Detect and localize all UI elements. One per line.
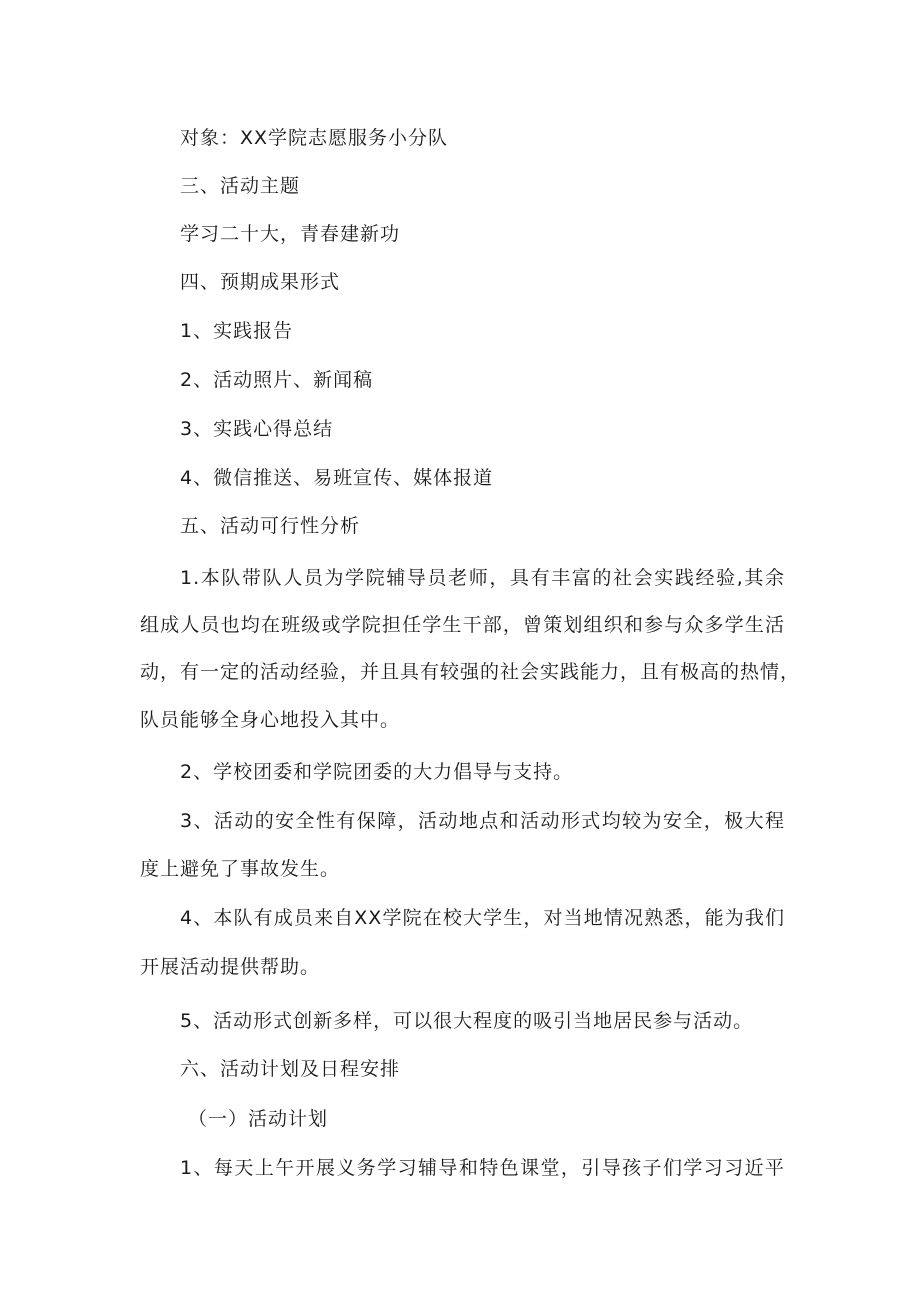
subsection-heading-plan: （一）活动计划 [188, 1108, 329, 1130]
section-heading-theme: 三、活动主题 [180, 175, 301, 197]
paragraph-feasibility-5: 5、活动形式创新多样，可以很大程度的吸引当地居民参与活动。 [180, 1010, 754, 1032]
section-heading-feasibility: 五、活动可行性分析 [180, 515, 361, 537]
section-heading-results: 四、预期成果形式 [180, 271, 341, 293]
list-item-result-3: 3、实践心得总结 [180, 418, 334, 440]
paragraph-feasibility-1-line-3: 动，有一定的活动经验，并且具有较强的社会实践能力，且有极高的热情， [140, 661, 801, 683]
section-heading-plan: 六、活动计划及日程安排 [180, 1058, 401, 1080]
list-item-result-4: 4、微信推送、易班宣传、媒体报道 [180, 467, 494, 489]
text-line-theme: 学习二十大，青春建新功 [180, 223, 401, 245]
paragraph-feasibility-1-line-4: 队员能够全身心地投入其中。 [140, 709, 401, 731]
paragraph-feasibility-3-line-2: 度上避免了事故发生。 [140, 858, 341, 880]
list-item-result-2: 2、活动照片、新闻稿 [180, 369, 374, 391]
paragraph-feasibility-3-line-1: 3、活动的安全性有保障，活动地点和活动形式均较为安全，极大程 [180, 810, 785, 832]
paragraph-feasibility-4-line-1: 4、本队有成员来自XX学院在校大学生，对当地情况熟悉，能为我们 [180, 907, 785, 929]
paragraph-feasibility-1-line-2: 组成人员也均在班级或学院担任学生干部，曾策划组织和参与众多学生活 [140, 614, 785, 636]
list-item-result-1: 1、实践报告 [180, 320, 294, 342]
text-line-target: 对象：XX学院志愿服务小分队 [180, 127, 449, 149]
paragraph-feasibility-1-line-1: 1.本队带队人员为学院辅导员老师，具有丰富的社会实践经验,其余 [180, 567, 785, 589]
paragraph-feasibility-2: 2、学校团委和学院团委的大力倡导与支持。 [180, 761, 574, 783]
paragraph-feasibility-4-line-2: 开展活动提供帮助。 [140, 956, 321, 978]
paragraph-plan-1-line-1: 1、每天上午开展义务学习辅导和特色课堂，引导孩子们学习习近平 [180, 1157, 785, 1179]
